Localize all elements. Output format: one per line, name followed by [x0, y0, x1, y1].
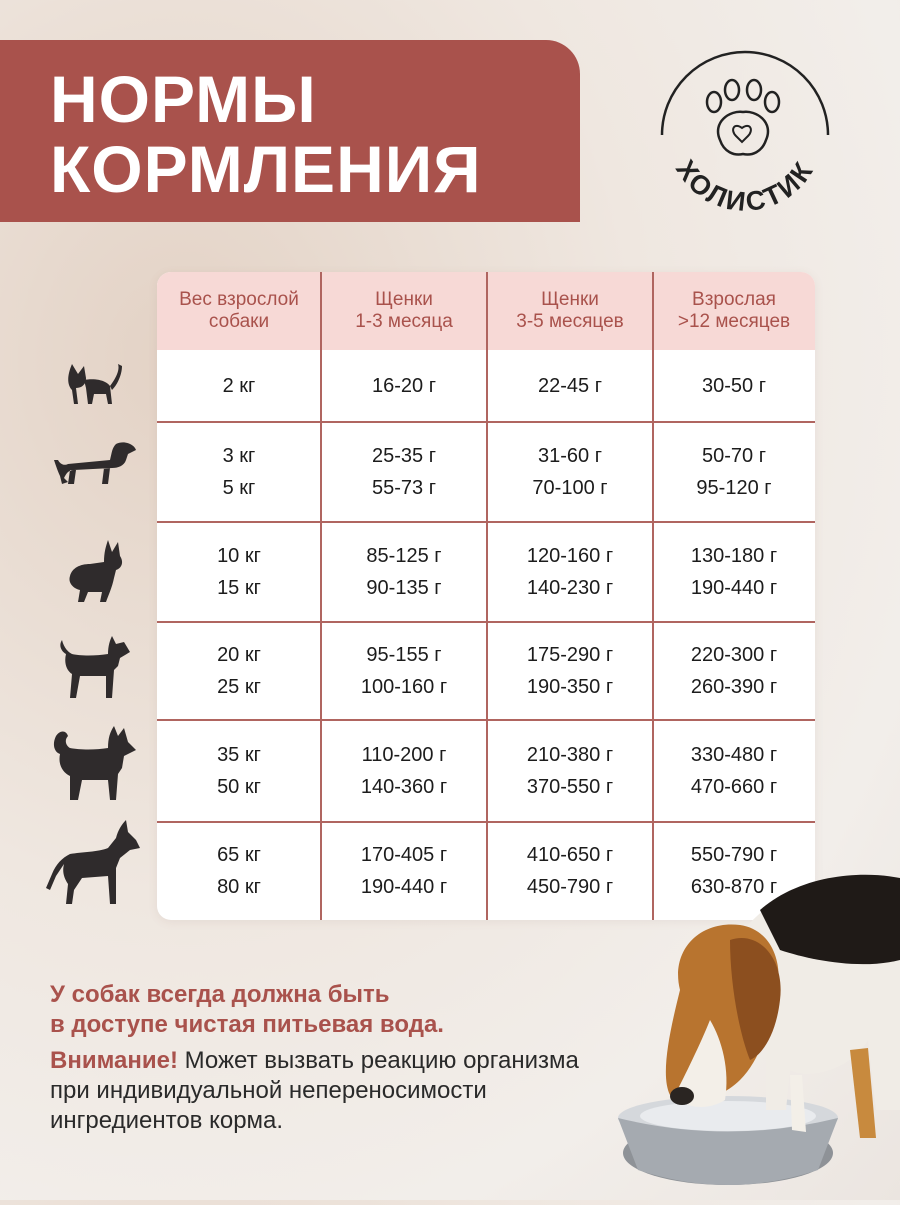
table-cell-value: 140-360 г [360, 776, 448, 798]
table-cell [487, 522, 653, 622]
column-header-text: собаки [208, 311, 270, 332]
svg-text:ХОЛИСТИК [670, 155, 820, 218]
column-header-text: Вес взрослой [179, 289, 299, 310]
table-cell-value: 50 кг [217, 776, 261, 798]
table-cell [321, 622, 487, 720]
husky-silhouette-icon [52, 724, 136, 802]
table-cell [157, 350, 321, 422]
table-cell-value: 450-790 г [526, 876, 614, 898]
table-cell-value: 130-180 г [690, 545, 778, 567]
table-cell [487, 720, 653, 822]
table-cell [653, 350, 815, 422]
table-cell [157, 720, 321, 822]
column-header-1 [157, 272, 321, 350]
kitten-silhouette-icon [64, 360, 124, 410]
table-cell [653, 422, 815, 522]
table-cell [653, 622, 815, 720]
table-cell-value: 95-155 г [366, 644, 442, 666]
table-cell-value: 110-200 г [361, 744, 447, 766]
table-cell-value: 370-550 г [526, 776, 614, 798]
water-note-line-2: в доступе чистая питьевая вода. [50, 1011, 444, 1038]
warning-label: Внимание! [50, 1047, 178, 1074]
dachshund-silhouette-icon [54, 438, 138, 488]
table-cell-value: 140-230 г [526, 577, 614, 599]
table-cell [653, 522, 815, 622]
table-cell [157, 422, 321, 522]
beagle-eating-photo [610, 870, 900, 1200]
table-cell-value: 30-50 г [701, 375, 766, 397]
table-cell-value: 190-440 г [690, 577, 778, 599]
column-header-3 [487, 272, 653, 350]
table-cell [487, 622, 653, 720]
table-cell-value: 70-100 г [532, 477, 608, 499]
title-line-2: КОРМЛЕНИЯ [50, 132, 482, 206]
feeding-table [157, 272, 815, 920]
table-cell-value: 220-300 г [690, 644, 778, 666]
table-cell-value: 170-405 г [360, 844, 448, 866]
table-cell-value: 630-870 г [690, 876, 778, 898]
table-cell-value: 80 кг [217, 876, 261, 898]
medium-dog-silhouette-icon [56, 634, 132, 702]
paw-icon [707, 80, 779, 154]
water-note-line-1: У собак всегда должна быть [50, 981, 390, 1008]
column-header-text: Взрослая [692, 289, 776, 310]
table-cell-value: 90-135 г [366, 577, 442, 599]
table-cell [321, 720, 487, 822]
table-cell [321, 522, 487, 622]
warning-note [50, 1046, 610, 1136]
column-header-text: >12 месяцев [677, 311, 791, 332]
table-cell-value: 85-125 г [366, 545, 442, 567]
table-cell [157, 522, 321, 622]
table-cell-value: 95-120 г [696, 477, 772, 499]
table-cell [321, 822, 487, 920]
table-cell-value: 16-20 г [371, 375, 436, 397]
table-cell-value: 3 кг [222, 445, 256, 467]
column-header-text: 1-3 месяца [355, 311, 453, 332]
table-cell-value: 100-160 г [360, 676, 448, 698]
table-cell-value: 410-650 г [526, 844, 614, 866]
table-cell [487, 422, 653, 522]
table-cell-value: 10 кг [217, 545, 261, 567]
table-cell-value: 25 кг [217, 676, 261, 698]
table-cell-value: 25-35 г [371, 445, 436, 467]
table-cell-value: 35 кг [217, 744, 261, 766]
table-cell [321, 350, 487, 422]
table-cell-value: 2 кг [222, 375, 256, 397]
column-header-text: 3-5 месяцев [516, 311, 624, 332]
table-cell-value: 22-45 г [537, 375, 602, 397]
water-note [50, 980, 444, 1040]
table-cell [321, 422, 487, 522]
table-cell-value: 550-790 г [690, 844, 778, 866]
title-line-1: НОРМЫ [50, 62, 317, 136]
column-divider [486, 272, 488, 920]
column-header-2 [321, 272, 487, 350]
table-cell-value: 260-390 г [690, 676, 778, 698]
table-cell-value: 330-480 г [690, 744, 778, 766]
table-cell [487, 350, 653, 422]
table-cell [653, 720, 815, 822]
table-cell-value: 31-60 г [537, 445, 602, 467]
table-cell-value: 190-440 г [360, 876, 448, 898]
brand-logo [650, 40, 840, 220]
table-cell-value: 20 кг [217, 644, 261, 666]
table-cell [157, 622, 321, 720]
table-cell-value: 15 кг [217, 577, 261, 599]
table-cell-value: 210-380 г [526, 744, 614, 766]
table-cell-value: 5 кг [222, 477, 256, 499]
brand-name: ХОЛИСТИК [670, 154, 820, 218]
column-header-text: Щенки [541, 289, 599, 310]
column-header-4 [653, 272, 815, 350]
table-cell-value: 175-290 г [526, 644, 614, 666]
shepherd-silhouette-icon [46, 818, 142, 906]
table-cell-value: 120-160 г [526, 545, 614, 567]
table-cell-value: 470-660 г [690, 776, 778, 798]
table-cell-value: 65 кг [217, 844, 261, 866]
table-cell-value: 50-70 г [701, 445, 766, 467]
french-bulldog-silhouette-icon [64, 538, 128, 604]
column-divider [320, 272, 322, 920]
column-header-text: Щенки [375, 289, 433, 310]
table-cell [157, 822, 321, 920]
table-cell-value: 55-73 г [371, 477, 436, 499]
warning-text: Может вызвать реакцию организма при индивидуальной непереносимости ингредиентов корма. [50, 1047, 579, 1134]
table-cell-value: 190-350 г [526, 676, 614, 698]
column-divider [652, 272, 654, 920]
